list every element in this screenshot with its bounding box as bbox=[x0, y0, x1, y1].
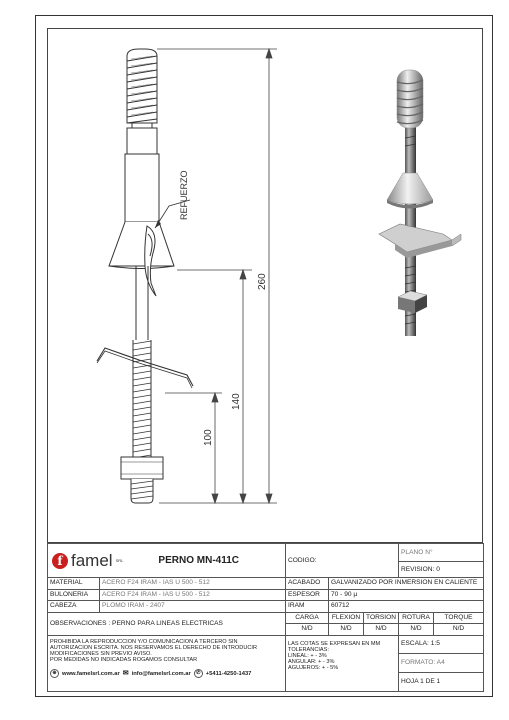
material-label: MATERIAL bbox=[48, 578, 100, 590]
tolerance-line: TOLERANCIAS: bbox=[288, 646, 329, 653]
phone-text: +5411-4250-1437 bbox=[205, 670, 252, 677]
bolt-3d-rendering bbox=[379, 70, 461, 336]
globe-icon: ⊕ bbox=[50, 669, 59, 678]
test-carga-label: CARGA bbox=[286, 612, 329, 624]
observaciones-text: OBSERVACIONES : PERNO PARA LINEAS ELECTRICAS bbox=[48, 612, 286, 635]
buloneria-label: BULONERIA bbox=[48, 589, 100, 601]
revision-label: REVISION: 0 bbox=[399, 562, 484, 578]
phone-icon: ✆ bbox=[194, 669, 203, 678]
famel-logo-icon: f bbox=[52, 553, 68, 569]
test-flexion-label: FLEXION bbox=[329, 612, 364, 624]
test-rotura-value: N/D bbox=[399, 624, 434, 636]
codigo-label: CODIGO: bbox=[288, 556, 317, 564]
hoja-label: HOJA 1 DE 1 bbox=[399, 672, 484, 691]
test-torque-label: TORQUE bbox=[434, 612, 484, 624]
threaded-lead-head bbox=[127, 49, 157, 128]
cabeza-value: PLOMO IRAM - 2407 bbox=[100, 601, 286, 613]
company-name: famel bbox=[71, 550, 113, 570]
tolerance-line: AGUJEROS: + - 5% bbox=[288, 664, 339, 671]
iram-label: IRAM bbox=[286, 601, 329, 613]
legal-cell bbox=[48, 635, 286, 691]
dim-mid-label: 140 bbox=[231, 393, 242, 410]
test-torsion-label: TORSION bbox=[364, 612, 399, 624]
website-link[interactable]: www.famelsrl.com.ar bbox=[62, 670, 120, 677]
cabeza-label: CABEZA bbox=[48, 601, 100, 613]
callout-label: REFUERZO bbox=[179, 170, 189, 220]
logo-title-cell bbox=[48, 544, 286, 578]
espesor-label: ESPESOR bbox=[286, 589, 329, 601]
test-rotura-label: ROTURA bbox=[399, 612, 434, 624]
codigo-cell bbox=[286, 544, 399, 578]
lower-rod bbox=[133, 266, 151, 478]
iram-value: 60712 bbox=[329, 601, 484, 613]
tolerance-line: ANGULAR: + - 3% bbox=[288, 658, 335, 665]
test-torque-value: N/D bbox=[434, 624, 484, 636]
escala-label: ESCALA: 1:5 bbox=[399, 635, 484, 654]
test-flexion-value: N/D bbox=[329, 624, 364, 636]
test-torsion-value: N/D bbox=[364, 624, 399, 636]
legal-line: MODIFICACIONES SIN PREVIO AVISO. bbox=[50, 650, 152, 657]
mail-icon: ✉ bbox=[122, 669, 129, 677]
espesor-value: 70 - 90 µ bbox=[329, 589, 484, 601]
technical-drawing bbox=[47, 28, 483, 543]
company-logo bbox=[52, 550, 124, 570]
test-carga-value: N/D bbox=[286, 624, 329, 636]
acabado-value: GALVANIZADO POR INMERSION EN CALIENTE bbox=[329, 578, 484, 590]
legal-line: PROHIBIDA LA REPRODUCCION Y/O COMUNICACION A TERCERO SIN bbox=[50, 638, 238, 645]
tolerance-line: LINEAL: + - 3% bbox=[288, 652, 327, 659]
part-title: PERNO MN-411C bbox=[158, 554, 239, 566]
email-link[interactable]: info@famelsrl.com.ar bbox=[131, 670, 191, 677]
company-suffix: SRL bbox=[115, 557, 124, 563]
buloneria-value: ACERO F24 IRAM - IAS U 500 - 512 bbox=[100, 589, 286, 601]
acabado-label: ACABADO bbox=[286, 578, 329, 590]
hex-nut bbox=[121, 457, 163, 479]
formato-label: FORMATO: A4 bbox=[399, 654, 484, 673]
plano-label: PLANO N° bbox=[399, 544, 484, 562]
dim-low-label: 100 bbox=[203, 429, 214, 446]
legal-line: AUTORIZACION ESCRITA. NOS RESERVAMOS EL DERECHO DE INTRODUCIR bbox=[50, 644, 257, 651]
dim-overall-label: 260 bbox=[257, 273, 268, 290]
bolt-line-drawing bbox=[97, 49, 193, 503]
cone-head bbox=[109, 222, 174, 269]
upper-shank bbox=[125, 128, 159, 222]
material-value: ACERO F24 IRAM - IAS U 500 - 512 bbox=[100, 578, 286, 590]
contact-row bbox=[50, 669, 283, 679]
title-block bbox=[47, 543, 483, 697]
legal-line: POR MEDIDAS NO INDICADAS ROGAMOS CONSULTAR bbox=[50, 656, 198, 663]
tolerances-cell bbox=[286, 635, 399, 691]
tolerance-line: LAS COTAS SE EXPRESAN EN MM bbox=[288, 640, 381, 647]
